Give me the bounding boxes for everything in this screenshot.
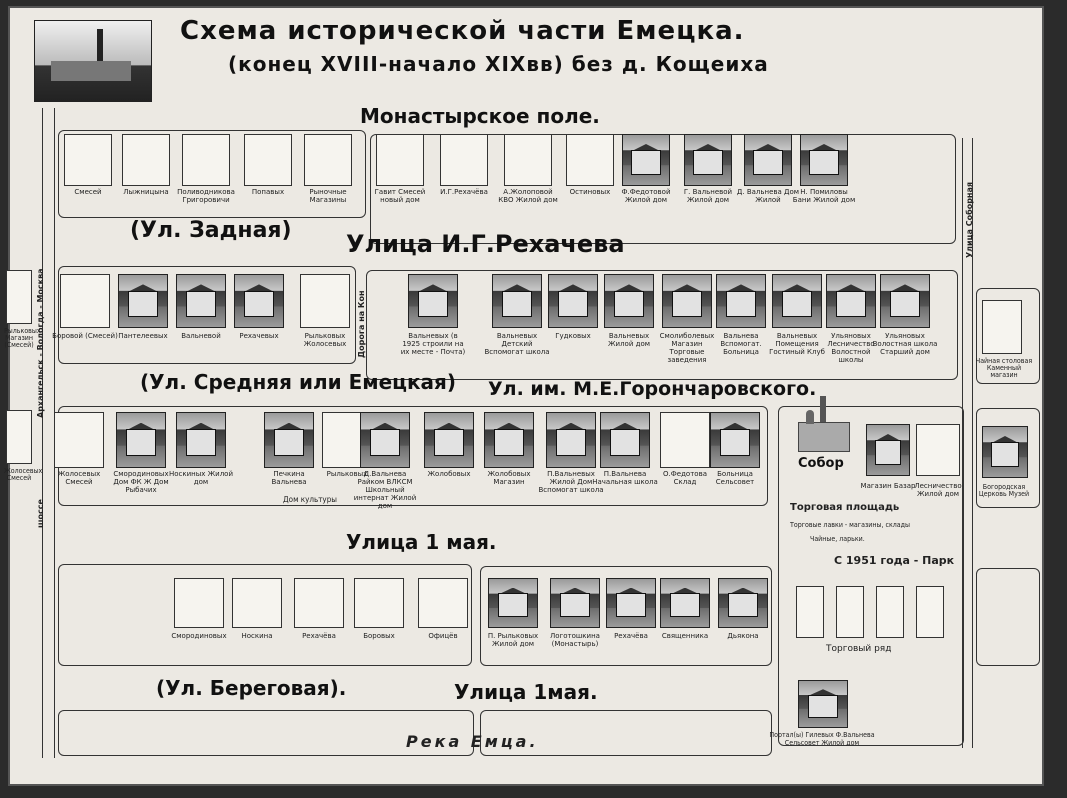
house-photo — [606, 578, 656, 628]
road-to-kon-label: Дорога на Кон — [357, 290, 366, 358]
house-label: П.Вальнева Начальная школа — [592, 470, 658, 486]
schematic-board — [4, 6, 1044, 786]
house-plot — [376, 134, 424, 186]
house-label: Поливодникова Григоровичи — [177, 188, 235, 204]
house-photo — [800, 134, 848, 186]
house-label: Вальневых Помещения Гостиный Клуб — [769, 332, 825, 356]
house-label: Гавит Смесей новый дом — [374, 188, 426, 204]
left-edge-box-1 — [6, 270, 32, 324]
house-label: Логотошкина (Монастырь) — [550, 632, 600, 648]
page-title: Схема исторической части Емецка. — [180, 16, 745, 46]
house-photo — [360, 412, 410, 468]
house-photo — [684, 134, 732, 186]
house-label: Попавых — [251, 188, 285, 196]
trade-row-box-1 — [796, 586, 824, 638]
house-label: Рехачевых — [239, 332, 279, 340]
left-edge-label-2: Жолосевых Смесей — [4, 467, 43, 482]
house-label: Г. Вальневой Жилой дом — [683, 188, 733, 204]
left-edge-box-2 — [6, 410, 32, 464]
house-label: Дьякона — [727, 632, 759, 640]
house-label: Магазин Базар — [860, 482, 916, 490]
house-label: Жолобовых — [427, 470, 471, 478]
house-label: Вальневых Жилой дом — [607, 332, 651, 348]
house-label: Боровой (Смесей) — [52, 332, 118, 340]
house-plot — [418, 578, 468, 628]
house-plot — [60, 274, 110, 328]
house-photo — [264, 412, 314, 468]
house-label: Священника — [661, 632, 709, 640]
house-photo — [492, 274, 542, 328]
house-label: И.Г.Рехачёва — [440, 188, 488, 196]
house-label: Вальнева Вспомогат. Больница — [720, 332, 762, 356]
house-label: Печкина Вальнева — [271, 470, 307, 486]
house-label: Ульяновых Лесничество Волостной школы — [827, 332, 875, 364]
house-label: Вальневых (в 1925 строили на их месте - Почта) — [400, 332, 466, 356]
river-label: Река Емца. — [406, 732, 539, 751]
right-col-photo-2 — [982, 426, 1028, 478]
house-photo — [488, 578, 538, 628]
church-photo — [34, 20, 152, 102]
house-plot — [122, 134, 170, 186]
house-plot — [232, 578, 282, 628]
trade-row-box-4 — [916, 586, 944, 638]
house-plot — [504, 134, 552, 186]
house-label: Лесничество Жилой дом — [914, 482, 962, 498]
house-plot — [916, 424, 960, 476]
trade-square-desc-1: Торговые лавки - магазины, склады — [790, 521, 910, 529]
house-label: Рехачёва — [302, 632, 336, 640]
highway-line-left — [42, 108, 43, 758]
trade-square-label: Торговая площадь — [790, 502, 900, 513]
house-plot — [300, 274, 350, 328]
row3-caption: Дом культуры — [283, 495, 337, 504]
house-label: Боровых — [363, 632, 395, 640]
house-label: Н. Помиловы Бани Жилой дом — [792, 188, 856, 204]
house-plot — [54, 412, 104, 468]
highway-label: Архангельск - Вологда - Москва — [36, 268, 45, 418]
house-photo — [662, 274, 712, 328]
house-label: Ф.Федотовой Жилой дом — [621, 188, 671, 204]
street-gorchar: Ул. им. М.Е.Горончаровского. — [488, 378, 817, 400]
park-label: С 1951 года - Парк — [834, 554, 955, 567]
house-label: Жолосевых Смесей — [57, 470, 101, 486]
street-srednyaya: (Ул. Средняя или Емецкая) — [140, 370, 457, 394]
house-photo — [424, 412, 474, 468]
right-col-label-2: Богородская Церковь Музей — [978, 483, 1030, 498]
house-label: П. Рыльковых Жилой дом — [487, 632, 539, 648]
street-zadnaya: (Ул. Задная) — [130, 218, 292, 243]
house-label: Офицёв — [428, 632, 458, 640]
house-label: Носкина — [241, 632, 273, 640]
trade-row-label: Торговый ряд — [826, 644, 892, 654]
right-col-label-1: Чайная столовая Каменный магазин — [975, 357, 1033, 379]
house-label: Смесей — [74, 188, 102, 196]
house-photo — [660, 578, 710, 628]
house-photo — [234, 274, 284, 328]
block-right-col-3 — [976, 568, 1040, 666]
house-label: Пантелеевых — [118, 332, 168, 340]
house-photo — [772, 274, 822, 328]
house-label: Рыльковых Жолосевых — [303, 332, 347, 348]
house-photo — [880, 274, 930, 328]
house-label: О.Федотова Склад — [663, 470, 707, 486]
sobor-label: Собор — [798, 456, 844, 471]
trade-square-desc-2: Чайные, ларьки. — [810, 535, 865, 543]
monastery-field-label: Монастырское поле. — [360, 104, 600, 128]
trade-row-box-2 — [836, 586, 864, 638]
sobor-bottom-label-1: Портал(ы) Гилевых Ф.Вальнева — [769, 731, 875, 739]
house-label: Рыночные Магазины — [309, 188, 347, 204]
house-photo — [604, 274, 654, 328]
house-label: Остиновых — [569, 188, 611, 196]
house-label: Вальневых Детский Вспомогат школа — [484, 332, 550, 356]
house-label: Гудковых — [555, 332, 591, 340]
house-label: Смородиновых Дом ФК Ж Дом Рыбачих — [113, 470, 169, 494]
house-photo — [600, 412, 650, 468]
house-label: Смолиболевых Магазин Торговые заведения — [659, 332, 715, 364]
left-edge-label-1: Рыльковых Магазин (Смесей) — [4, 327, 41, 349]
house-plot — [174, 578, 224, 628]
house-photo — [484, 412, 534, 468]
house-plot — [182, 134, 230, 186]
house-label: Д. Вальнева Дом Жилой — [736, 188, 800, 204]
house-photo — [176, 412, 226, 468]
church-building-icon — [51, 61, 131, 81]
sobor-church-icon — [794, 396, 854, 452]
house-photo — [826, 274, 876, 328]
house-photo — [710, 412, 760, 468]
street-beregovaya: (Ул. Береговая). — [156, 676, 347, 700]
highway-prefix: шоссе — [36, 499, 45, 528]
house-plot — [566, 134, 614, 186]
house-label: Ульяновых Волостная школа Старший дом — [872, 332, 938, 356]
right-col-box-1 — [982, 300, 1022, 354]
house-photo — [176, 274, 226, 328]
house-label: Д.Вальнева Райком ВЛКСМ Школьный интернат Жилой дом — [353, 470, 417, 510]
house-photo — [550, 578, 600, 628]
house-label: Вальневой — [181, 332, 221, 340]
house-label: Носкиных Жилой дом — [168, 470, 234, 486]
trade-row-box-3 — [876, 586, 904, 638]
house-plot — [354, 578, 404, 628]
house-plot — [244, 134, 292, 186]
house-label: Рыльковых — [326, 470, 368, 478]
house-photo — [744, 134, 792, 186]
house-label: Рехачёва — [614, 632, 648, 640]
house-label: А.Жолоповой КВО Жилой дом — [498, 188, 558, 204]
house-plot — [304, 134, 352, 186]
house-photo — [116, 412, 166, 468]
house-photo — [866, 424, 910, 476]
house-plot — [440, 134, 488, 186]
sobor-bottom-photo — [798, 680, 848, 728]
house-label: Жолобовых Магазин — [487, 470, 531, 486]
house-label: Больница Сельсовет — [715, 470, 755, 486]
street-rekhacheva: Улица И.Г.Рехачева — [346, 230, 625, 258]
house-label: П.Вальневых Жилой Дом Вспомогат школа — [538, 470, 604, 494]
house-label: Смородиновых — [171, 632, 227, 640]
house-photo — [716, 274, 766, 328]
house-photo — [408, 274, 458, 328]
street-1maya-top: Улица 1 мая. — [346, 530, 497, 554]
house-photo — [546, 412, 596, 468]
house-plot — [64, 134, 112, 186]
house-photo — [718, 578, 768, 628]
house-plot — [294, 578, 344, 628]
page-subtitle: (конец XVIII-начало XIXвв) без д. Кощеиха — [228, 52, 769, 76]
house-photo — [118, 274, 168, 328]
right-street-label: Улица Соборная — [965, 182, 974, 258]
house-photo — [548, 274, 598, 328]
street-1maya-bottom: Улица 1мая. — [454, 680, 598, 704]
house-photo — [622, 134, 670, 186]
house-plot — [660, 412, 710, 468]
house-label: Лыжницына — [123, 188, 169, 196]
sobor-bottom-label-2: Сельсовет Жилой дом — [784, 739, 860, 747]
